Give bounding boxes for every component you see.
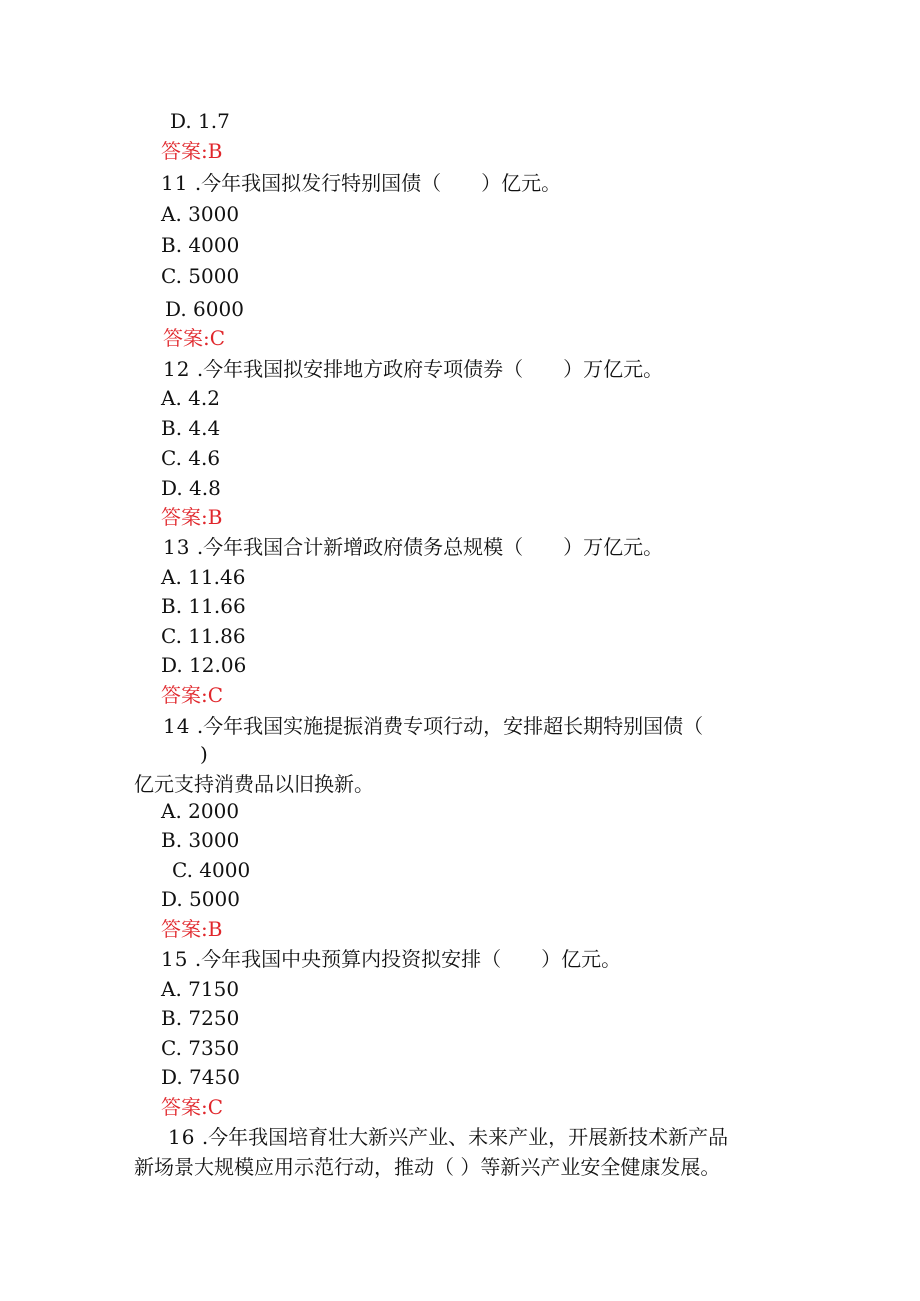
q15-stem	[161, 946, 621, 972]
q15-option-b: B. 7250	[161, 1006, 240, 1030]
answer-prefix: 答案:	[161, 505, 208, 529]
q11-option-a: A. 3000	[161, 202, 240, 226]
answer-prefix: 答案:	[161, 139, 208, 163]
answer-value: C	[207, 1095, 224, 1119]
q16-stem-cont: 新场景大规模应用示范行动，推动（ ）等新兴产业安全健康发展。	[134, 1155, 721, 1179]
q13-answer	[161, 682, 223, 708]
answer-value: B	[207, 505, 223, 529]
q13-option-d: D. 12.06	[161, 653, 247, 677]
q14-option-a: A. 2000	[161, 799, 240, 823]
q14-stem-cont2: 亿元支持消费品以旧换新。	[134, 772, 374, 796]
question-number: 12	[163, 357, 191, 381]
answer-value: B	[207, 917, 223, 941]
q12-answer	[161, 504, 222, 530]
answer-prefix: 答案:	[161, 1095, 208, 1119]
q14-stem	[163, 713, 703, 739]
q12-stem	[163, 356, 663, 382]
q14-stem-cont: )	[200, 742, 208, 766]
answer-value: C	[207, 683, 224, 707]
q14-answer	[161, 916, 222, 942]
question-text: .今年我国合计新增政府债务总规模（ ）万亿元。	[196, 535, 664, 559]
question-text: .今年我国实施提振消费专项行动，安排超长期特别国债（	[196, 714, 704, 738]
q12-option-a: A. 4.2	[161, 386, 220, 410]
q15-option-c: C. 7350	[161, 1036, 240, 1060]
answer-value: C	[209, 326, 226, 350]
question-number: 14	[163, 714, 191, 738]
question-text: .今年我国拟发行特别国债（ ）亿元。	[194, 171, 562, 195]
q11-answer	[163, 325, 225, 351]
q15-answer	[161, 1094, 223, 1120]
q12-option-d: D. 4.8	[161, 476, 221, 500]
answer-prefix: 答案:	[161, 683, 208, 707]
q10-option-d: D. 1.7	[170, 109, 230, 133]
question-text: .今年我国培育壮大新兴产业、未来产业，开展新技术新产品	[201, 1125, 729, 1149]
q11-option-d: D. 6000	[165, 297, 244, 321]
q11-option-b: B. 4000	[161, 233, 240, 257]
q11-option-c: C. 5000	[161, 264, 240, 288]
q15-option-d: D. 7450	[161, 1065, 240, 1089]
q14-option-b: B. 3000	[161, 828, 240, 852]
q12-option-b: B. 4.4	[161, 416, 221, 440]
question-number: 11	[161, 171, 189, 195]
answer-prefix: 答案:	[161, 917, 208, 941]
q11-stem	[161, 170, 561, 196]
q15-option-a: A. 7150	[161, 977, 240, 1001]
q10-answer	[161, 138, 222, 164]
question-number: 13	[163, 535, 191, 559]
q12-option-c: C. 4.6	[161, 446, 221, 470]
question-number: 16	[168, 1125, 196, 1149]
q14-option-c: C. 4000	[172, 858, 251, 882]
answer-prefix: 答案:	[163, 326, 210, 350]
q16-stem	[168, 1124, 728, 1150]
question-number: 15	[161, 947, 189, 971]
answer-value: B	[207, 139, 223, 163]
q13-option-c: C. 11.86	[161, 624, 246, 648]
question-text: .今年我国中央预算内投资拟安排（ ）亿元。	[194, 947, 622, 971]
q13-stem	[163, 534, 663, 560]
q14-option-d: D. 5000	[161, 887, 240, 911]
q13-option-a: A. 11.46	[161, 565, 246, 589]
question-text: .今年我国拟安排地方政府专项债券（ ）万亿元。	[196, 357, 664, 381]
q13-option-b: B. 11.66	[161, 594, 246, 618]
